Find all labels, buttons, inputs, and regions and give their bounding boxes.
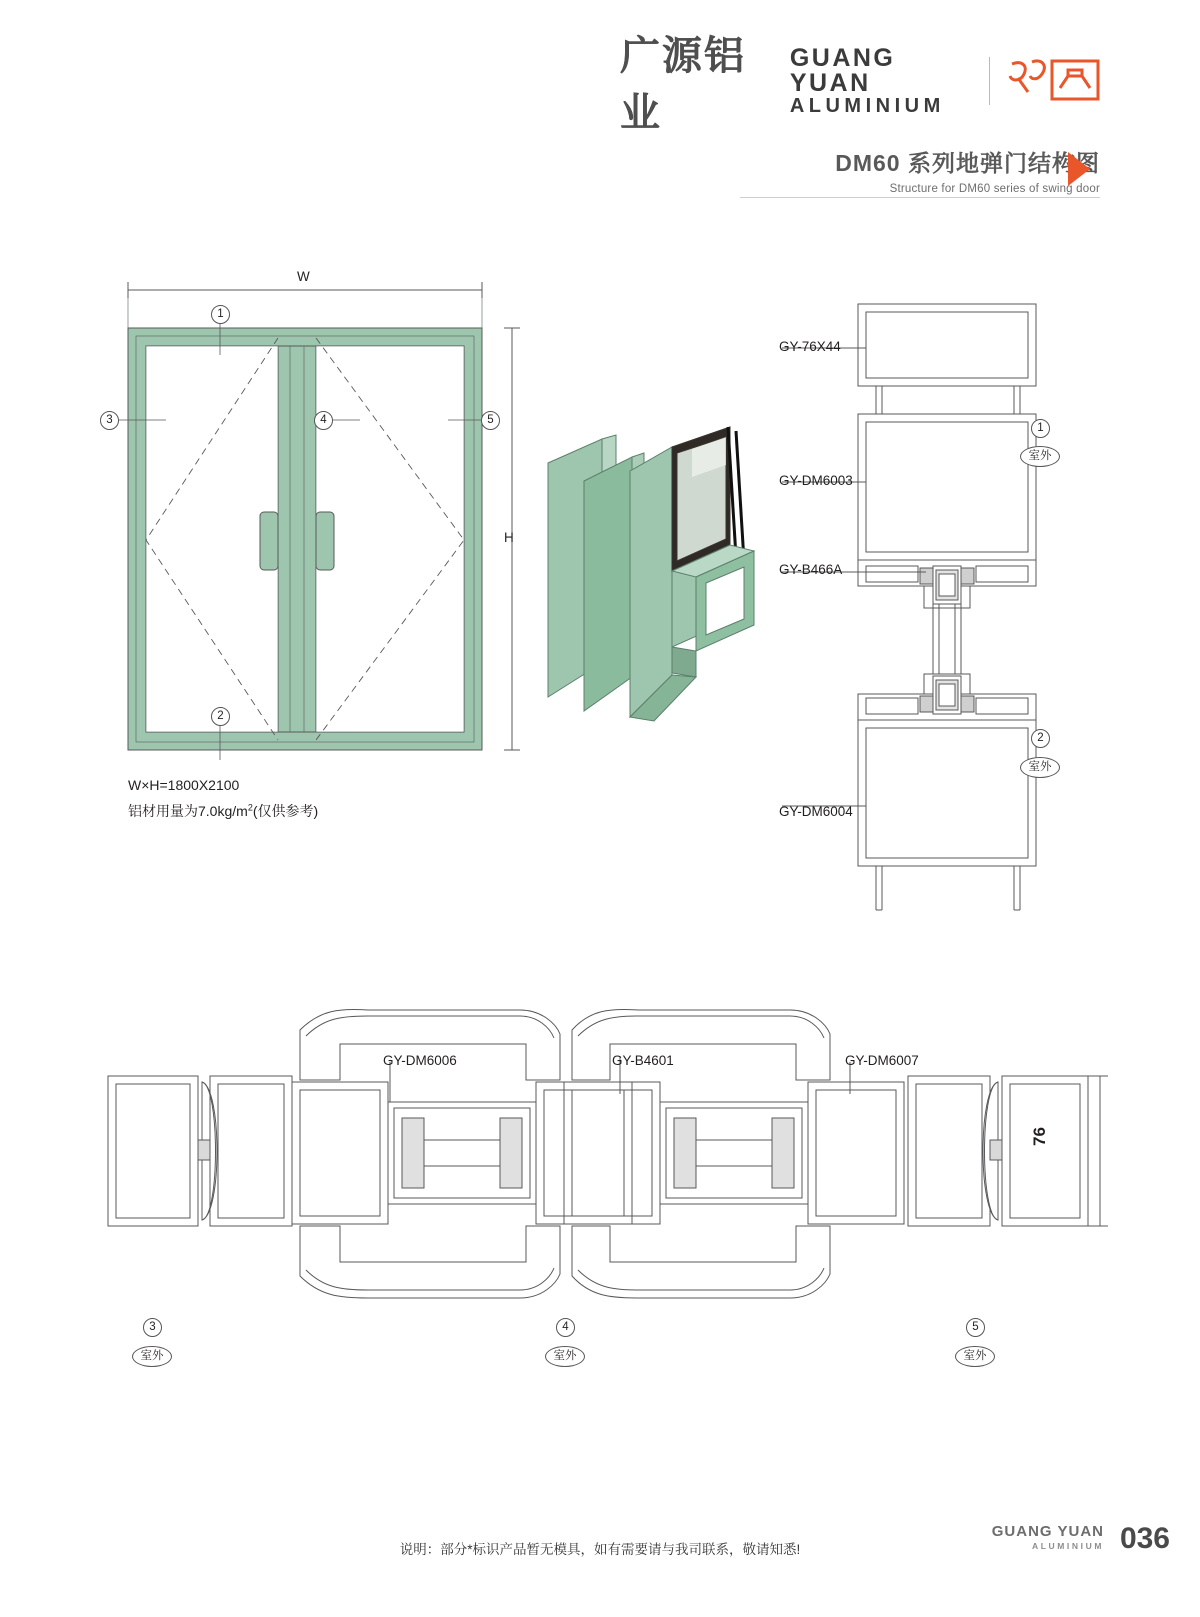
callout-4: 4 [314, 411, 333, 430]
title-arrow-icon [1068, 152, 1090, 186]
footer-logo-line1: GUANG YUAN [991, 1523, 1104, 1540]
title-cn-text: 系列地弹门结构图 [908, 150, 1100, 176]
brand-en-line1: GUANG YUAN [789, 44, 896, 97]
part-label-gy-b466a: GY-B466A [779, 562, 843, 577]
title-series-code: DM60 [835, 150, 901, 176]
section-marker-1: 1 [1031, 419, 1050, 438]
title-en: Structure for DM60 series of swing door [889, 183, 1100, 195]
dimension-76: 76 [1030, 1127, 1049, 1146]
door-elevation-drawing [100, 260, 540, 780]
isometric-profile-view [540, 425, 770, 735]
brand-name-en [790, 46, 971, 116]
footer-note: 说明：部分*标识产品暂无模具，如有需要请与我司联系，敬请知悉! [399, 1542, 801, 1557]
brand-divider [989, 57, 990, 105]
section-marker-2: 2 [1031, 729, 1050, 748]
section-marker-4: 4 [556, 1318, 575, 1337]
gy-logo-icon [1008, 56, 1100, 106]
spec-weight [128, 801, 318, 821]
horizontal-section-detail [90, 990, 1110, 1330]
callout-5: 5 [481, 411, 500, 430]
part-label-gy-76x44: GY-76X44 [779, 339, 841, 354]
footer-logo-line2: ALUMINIUM [1031, 1541, 1104, 1551]
part-label-gy-dm6004: GY-DM6004 [779, 804, 853, 819]
part-label-gy-dm6003: GY-DM6003 [779, 473, 853, 488]
part-label-gy-dm6006: GY-DM6006 [383, 1053, 457, 1068]
callout-1: 1 [211, 305, 230, 324]
part-label-gy-b4601: GY-B4601 [612, 1053, 674, 1068]
spec-weight-text: 铝材用量为7.0kg/m [128, 803, 248, 819]
section-marker-3-outside: 室外 [132, 1346, 172, 1367]
section-marker-5-outside: 室外 [955, 1346, 995, 1367]
part-label-gy-dm6007: GY-DM6007 [845, 1053, 919, 1068]
section-marker-1-outside: 室外 [1020, 446, 1060, 467]
section-marker-4-outside: 室外 [545, 1346, 585, 1367]
section-marker-5: 5 [966, 1318, 985, 1337]
section-marker-3: 3 [143, 1318, 162, 1337]
callout-3: 3 [100, 411, 119, 430]
page-title [700, 145, 1100, 207]
brand-header [620, 33, 1100, 135]
page-number: 036 [1119, 1522, 1170, 1555]
brand-name-cn: 广源铝业 [620, 33, 746, 135]
brand-en-line2: ALUMINIUM [789, 95, 945, 117]
title-cn [700, 145, 1100, 178]
callout-2: 2 [211, 707, 230, 726]
vertical-section-detail [770, 290, 1150, 920]
section-marker-2-outside: 室外 [1020, 757, 1060, 778]
spec-weight-note: (仅供参考) [252, 803, 319, 819]
footer-logo [992, 1524, 1104, 1551]
width-label: W [297, 269, 310, 284]
spec-weight-sup: 2 [247, 802, 253, 813]
spec-size: W×H=1800X2100 [128, 777, 240, 793]
title-divider [740, 197, 1100, 198]
height-label: H [504, 530, 514, 545]
